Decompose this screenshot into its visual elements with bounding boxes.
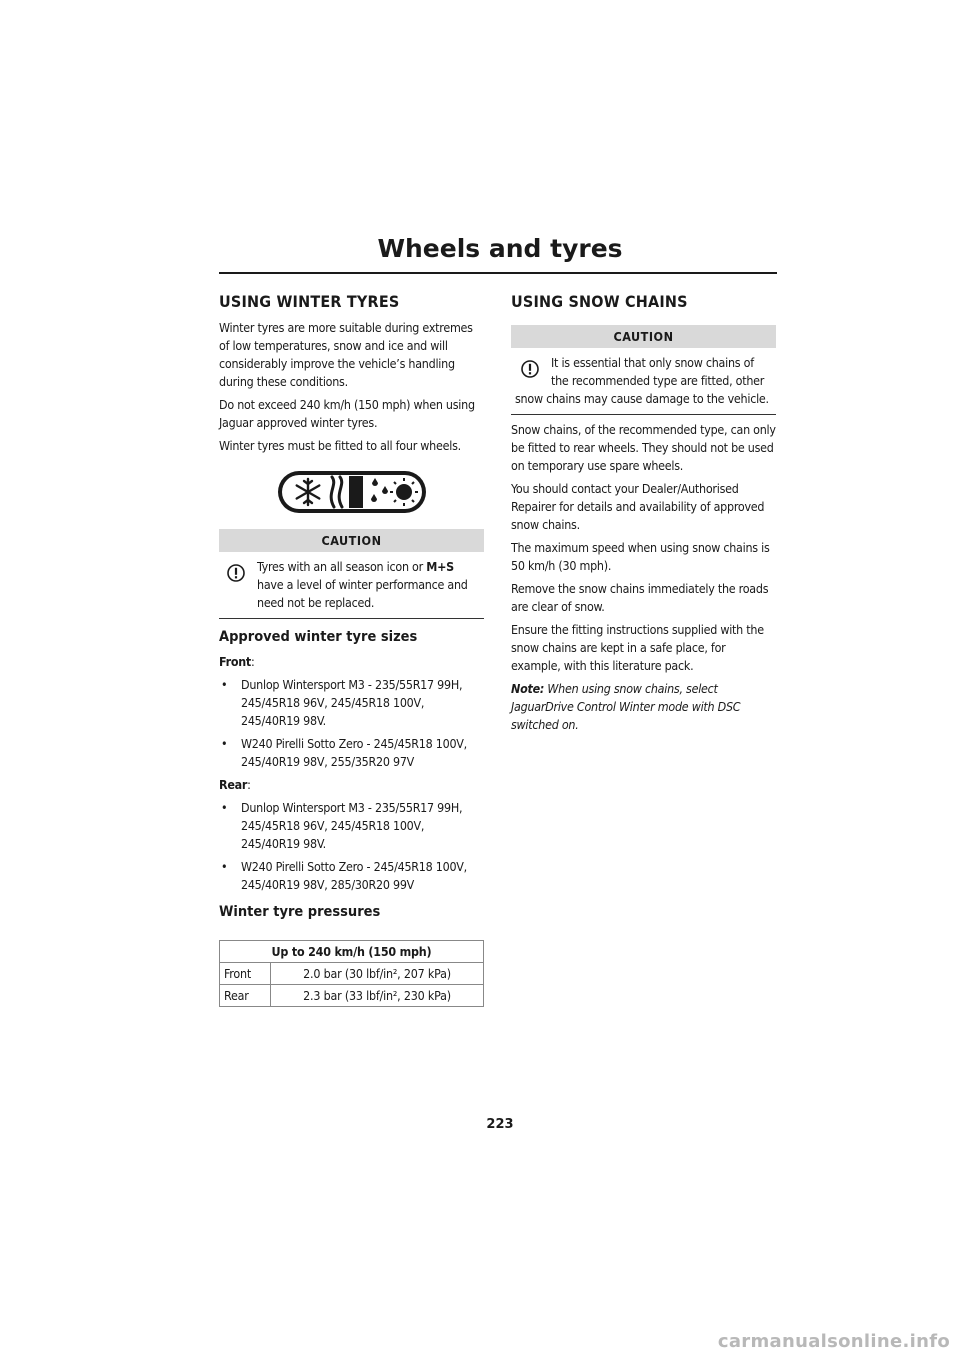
rear-sizes-list <box>219 799 484 894</box>
list-item: • W240 Pirelli Sotto Zero - 245/45R18 100V, 245/40R19 98V, 255/35R20 97V <box>221 736 467 769</box>
caution-body <box>511 348 776 415</box>
winter-paragraph-1: Winter tyres are more suitable during extremes of low temperatures, snow and ice and will considerably improve the vehicle’s handling during these conditions. <box>219 320 473 389</box>
winter-paragraph-2: Do not exceed 240 km/h (150 mph) when using Jaguar approved winter tyres. <box>219 397 475 430</box>
chains-note <box>511 680 776 734</box>
chains-paragraph-3: The maximum speed when using snow chains is 50 km/h (30 mph). <box>511 540 770 573</box>
note-text: When using snow chains, select JaguarDrive Control Winter mode with DSC switched on. <box>511 681 741 732</box>
table-row: Front 2.0 bar (30 lbf/in², 207 kPa) <box>220 963 484 985</box>
snow-chains-heading: USING SNOW CHAINS <box>511 292 688 311</box>
front-label-line: Front: <box>219 654 255 669</box>
list-item: • Dunlop Wintersport M3 - 235/55R17 99H, 245/45R18 96V, 245/45R18 100V, 245/40R19 98V. <box>221 800 463 851</box>
title-rule <box>219 272 777 274</box>
chains-paragraph-4: Remove the snow chains immediately the roads are clear of snow. <box>511 581 769 614</box>
tyre-pressures-heading: Winter tyre pressures <box>219 904 381 920</box>
list-item: • Dunlop Wintersport M3 - 235/55R17 99H, 245/45R18 96V, 245/45R18 100V, 245/40R19 98V. <box>221 677 463 728</box>
winter-tyres-heading: USING WINTER TYRES <box>219 292 400 311</box>
rear-label-line: Rear: <box>219 777 251 792</box>
exclamation-warning-icon <box>521 360 539 378</box>
right-column <box>511 292 776 739</box>
page-title: Wheels and tyres <box>377 234 623 263</box>
note-label: Note: <box>511 681 545 696</box>
page-number: 223 <box>486 1117 514 1132</box>
winter-mode-icon-wrap <box>219 469 484 515</box>
pressure-table <box>219 940 484 1007</box>
exclamation-warning-icon <box>227 564 245 582</box>
caution-text: Tyres with an all season icon or M+S have a level of winter performance and need not be replaced. <box>257 559 468 610</box>
table-row: Rear 2.3 bar (33 lbf/in², 230 kPa) <box>220 985 484 1007</box>
ms-mark: M+S <box>426 559 454 574</box>
pressure-table-header: Up to 240 km/h (150 mph) <box>220 941 484 963</box>
chains-paragraph-1: Snow chains, of the recommended type, can only be fitted to rear wheels. They should not be used on temporary use spare wheels. <box>511 422 776 473</box>
caution-text: It is essential that only snow chains of the recommended type are fitted, other snow chains may cause damage to the vehicle. <box>515 355 769 406</box>
caution-label: CAUTION <box>511 325 776 348</box>
list-item: • W240 Pirelli Sotto Zero - 245/45R18 100V, 245/40R19 98V, 285/30R20 99V <box>221 859 467 892</box>
left-column <box>219 292 484 1007</box>
winter-mode-snowflake-icon <box>276 469 428 515</box>
front-label: Front <box>219 654 252 669</box>
rear-label: Rear <box>219 777 248 792</box>
watermark: carmanualsonline.info <box>717 1331 950 1352</box>
snow-caution-box <box>511 325 776 415</box>
winter-caution-box <box>219 529 484 619</box>
winter-paragraph-3: Winter tyres must be fitted to all four wheels. <box>219 438 461 453</box>
chains-paragraph-2: You should contact your Dealer/Authorised Repairer for details and availability of approved snow chains. <box>511 481 765 532</box>
front-sizes-list <box>219 676 484 771</box>
caution-body <box>219 552 484 619</box>
tyre-sizes-heading: Approved winter tyre sizes <box>219 629 418 645</box>
caution-label: CAUTION <box>219 529 484 552</box>
chains-paragraph-5: Ensure the fitting instructions supplied with the snow chains are kept in a safe place, for example, with this literature pack. <box>511 622 764 673</box>
